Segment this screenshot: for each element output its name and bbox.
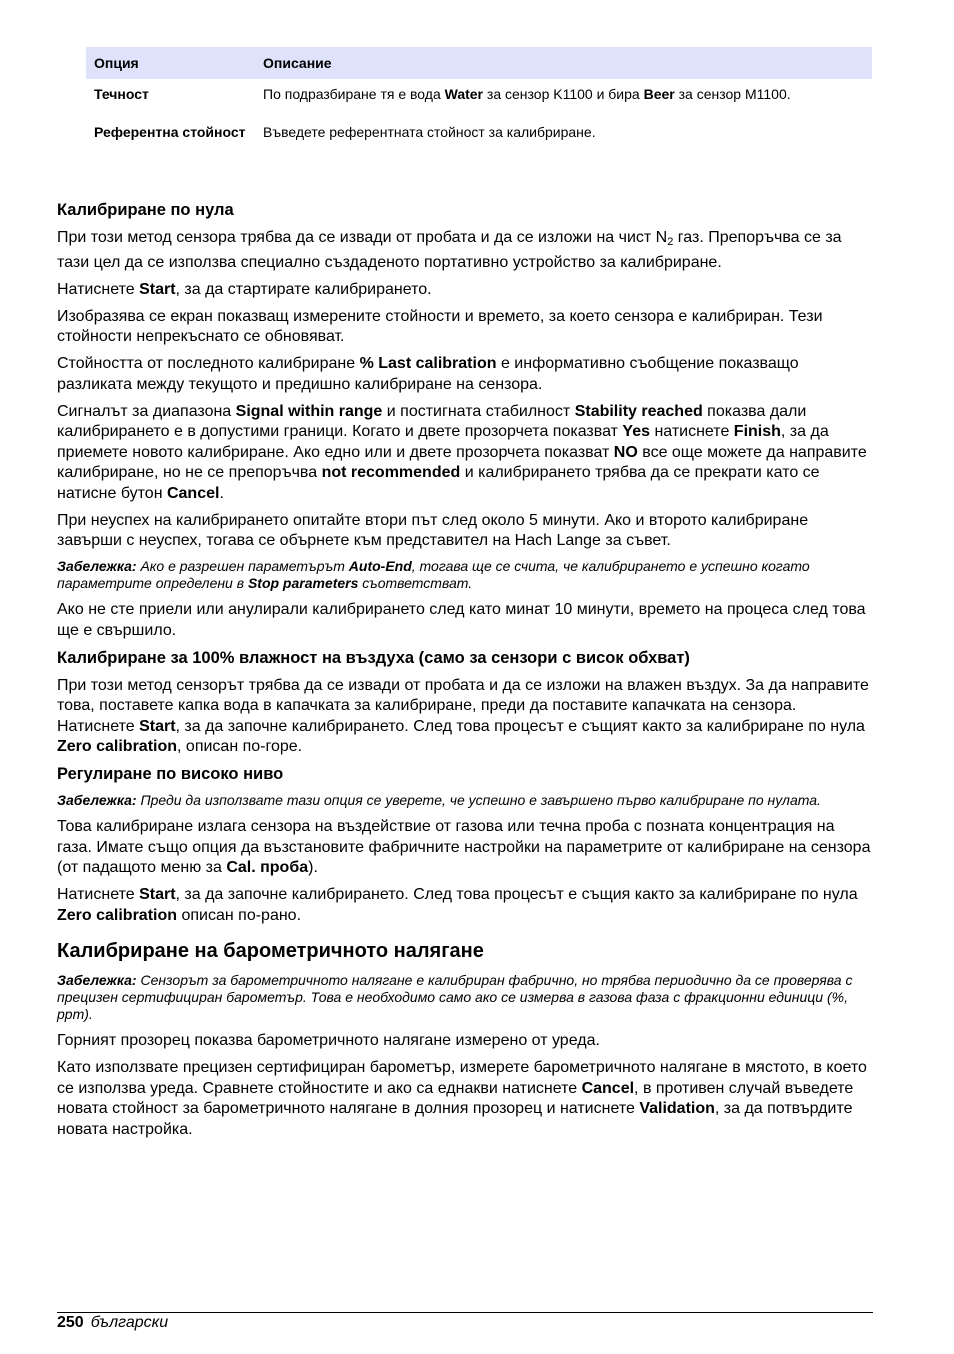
text-run: , за да започне калибрирането. След това процесът е същият както за калибриране по нула (175, 717, 865, 735)
subscript-text: 2 (667, 236, 674, 248)
text-run: Натиснете (57, 886, 140, 903)
bold-text: Start (139, 717, 176, 735)
bold-text: not recommended (321, 464, 461, 481)
bold-text: Zero calibration (57, 738, 178, 755)
body-paragraph (57, 402, 873, 505)
text-run: Сензорът за барометричното налягане е калибриран фабрично, но трябва периодично да се проверява с прецизен сертифициран барометър. Това е необходимо само ако се измерва в газова фаза с фракционни единици (%, ppm). (57, 972, 853, 1022)
footer-divider (57, 1312, 873, 1313)
body-paragraph (57, 676, 873, 758)
bold-text: Signal within range (235, 402, 383, 420)
table-cell-option: Течност (94, 86, 149, 102)
text-run: Въведете референтната стойност за калибриране. (263, 124, 596, 140)
text-run: , тогава ще се счита, че калибрирането е успешно когато параметрите определени в (57, 558, 810, 591)
footer-language: български (90, 1314, 169, 1331)
text-run: Горният прозорец показва барометричното налягане измерено от уреда. (57, 1032, 600, 1049)
text-run: , за да стартирате калибрирането. (175, 280, 432, 298)
text-run: ). (308, 859, 318, 876)
text-run: Преди да използвате тази опция се уверете, че успешно е завършено първо калибриране по нулата. (136, 792, 821, 808)
note-paragraph (57, 972, 873, 1023)
text-run: Ако е разрешен параметърът (136, 558, 349, 574)
text-run: , в противен случай въведете новата стойност за барометричното налягане в долния прозорец и натиснете (57, 1079, 854, 1117)
subsection-heading: Регулиране по високо ниво (57, 765, 284, 783)
text-run: за сензор M1100. (674, 86, 791, 102)
text-run: Сигналът за диапазона (57, 402, 236, 420)
section-heading: Калибриране на барометричното налягане (57, 940, 484, 962)
table-cell-description (255, 117, 872, 148)
table-cell-option: Референтна стойност (94, 124, 246, 140)
bold-text: Забележка: (57, 558, 137, 574)
text-run: Натиснете (57, 280, 140, 298)
bold-text: Cancel (166, 484, 220, 502)
bold-text: Cal. проба (226, 859, 309, 876)
table-cell-description (255, 79, 872, 117)
table-header-option: Опция (86, 47, 255, 79)
bold-text: Забележка: (57, 792, 137, 808)
body-paragraph (57, 885, 873, 926)
page-number: 250 (57, 1314, 84, 1331)
note-paragraph (57, 558, 873, 592)
text-run: При неуспех на калибрирането опитайте втори път след около 5 минути. Ако и второто калибриране завърши с неуспех, тогава се обърнете към представител на Hach Lange за съвет. (57, 511, 809, 549)
text-run: съответстват. (358, 575, 473, 591)
text-run: Изобразява се екран показващ измерените стойности и времето, за което сензора е калибриран. Тези стойности непрекъснато се обновяват. (57, 307, 823, 345)
body-paragraph (57, 228, 873, 273)
body-paragraph (57, 354, 873, 395)
bold-text: Cancel (581, 1079, 635, 1097)
page-footer (57, 1313, 168, 1333)
subsection-heading: Калибриране по нула (57, 201, 234, 219)
bold-text: Validation (639, 1100, 715, 1117)
text-run: При този метод сензорът трябва да се извади от пробата и да се изложи на влажен въздух. За да направите това, поставете капка вода в капачката за калибриране, преди да поставите капачката на сензора. Натиснете (57, 676, 869, 735)
text-run: Стойността от последното калибриране (57, 355, 360, 372)
bold-text: Beer (643, 86, 675, 102)
text-run: , за да започне калибрирането. След това процесът е същия както за калибриране по нула (175, 886, 858, 903)
body-paragraph (57, 280, 873, 301)
text-run: и калибрирането трябва да се прекрати като се натисне бутон (57, 464, 820, 502)
text-run: газ. Препоръчва се за тази цел да се използва специално създаденото портативно устройство за калибриране. (57, 229, 842, 271)
note-paragraph (57, 792, 873, 809)
bold-text: Water (444, 86, 484, 102)
text-run: описан по-рано. (177, 906, 302, 924)
text-run: все още можете да направите калибриране, но не се препоръчва (57, 443, 867, 481)
text-run: , за да приемете новото калибриране. Ако едно или и двете прозорчета показват (57, 423, 829, 461)
text-run: Ако не сте приели или анулирали калибрирането след като минат 10 минути, времето на процеса след това ще е свършило. (57, 601, 866, 639)
text-run: показва дали калибрирането е в допустими граници. Когато и двете прозорчета показват (57, 402, 807, 440)
bold-text: Start (139, 280, 176, 298)
text-run: за сензор K1100 и бира (483, 86, 644, 102)
bold-text: Finish (733, 423, 781, 440)
text-run: . (219, 484, 224, 502)
text-run: , описан по-горе. (177, 738, 303, 755)
subsection-heading: Калибриране за 100% влажност на въздуха (само за сензори с висок обхват) (57, 648, 690, 667)
bold-text: Start (139, 886, 176, 903)
bold-text: Забележка: (57, 972, 137, 988)
text-run: натиснете (650, 423, 734, 440)
bold-text: Stability reached (574, 402, 703, 420)
text-run: и постигната стабилност (382, 402, 575, 420)
bold-text: Auto-End (348, 558, 412, 574)
body-paragraph (57, 511, 873, 552)
bold-text: % Last calibration (359, 355, 497, 372)
text-run: По подразбиране тя е вода (263, 86, 445, 102)
bold-text: Stop parameters (247, 575, 359, 591)
bold-text: NO (613, 443, 638, 461)
table-row (86, 117, 872, 148)
body-paragraph (57, 600, 873, 641)
table-header-description: Описание (255, 47, 872, 79)
text-run: При този метод сензора трябва да се извади от пробата и да се изложи на чист N (57, 229, 668, 246)
bold-text: Yes (622, 423, 650, 440)
table-header-row (86, 47, 872, 79)
table-row (86, 79, 872, 117)
text-run: , за да потвърдите новата настройка. (57, 1100, 853, 1138)
text-run: е информативно съобщение показващо разликата между текущото и предишно калибриране на сензора. (57, 355, 799, 393)
body-paragraph (57, 307, 873, 348)
document-body (57, 200, 873, 1147)
body-paragraph (57, 817, 873, 879)
text-run: Като използвате прецизен сертифициран барометър, измерете барометричното налягане в мястото, в което се използва уреда. Сравнете стойностите и ако са еднакви натиснете (57, 1059, 867, 1097)
options-table (86, 47, 872, 148)
text-run: Това калибриране излага сензора на въздействие от газова или течна проба с позната концентрация на газа. Имате също опция да възстановите фабричните настройки на параметрите от калибриране на сензора (от падащото меню за (57, 818, 871, 876)
body-paragraph (57, 1058, 873, 1140)
bold-text: Zero calibration (57, 906, 178, 924)
body-paragraph (57, 1031, 873, 1052)
